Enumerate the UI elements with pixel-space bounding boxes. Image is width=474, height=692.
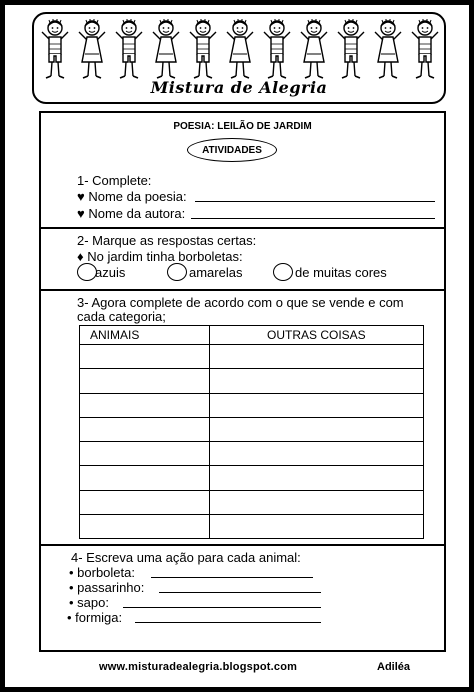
table-row <box>80 490 424 514</box>
child-figure-icon <box>151 18 181 84</box>
q1-item-label: Nome da poesia: <box>88 189 187 204</box>
option-amarelas-label: amarelas <box>189 265 243 280</box>
categories-table <box>79 325 424 539</box>
option-amarelas-bubble[interactable] <box>167 263 187 281</box>
q3-heading-line1: 3- Agora complete de acordo com o que se vende e com <box>77 295 404 310</box>
other-item-answer-cell[interactable] <box>209 369 423 393</box>
table-row <box>80 466 424 490</box>
activities-badge-label: ATIVIDADES <box>202 144 262 156</box>
q4-item-passarinho: • passarinho: <box>69 580 145 595</box>
option-azuis-bubble[interactable] <box>77 263 97 281</box>
animal-answer-cell[interactable] <box>80 417 210 441</box>
activities-badge <box>187 138 277 162</box>
borboleta-answer-line[interactable] <box>151 577 313 578</box>
child-figure-icon <box>40 18 70 84</box>
other-item-answer-cell[interactable] <box>209 490 423 514</box>
animal-answer-cell[interactable] <box>80 490 210 514</box>
formiga-answer-line[interactable] <box>135 622 321 623</box>
section-divider <box>41 544 444 546</box>
table-row <box>80 417 424 441</box>
child-figure-icon <box>188 18 218 84</box>
q1-item-author-name <box>77 206 185 221</box>
q1-heading: 1- Complete: <box>77 173 152 188</box>
heart-bullet-icon: ♥ <box>77 189 85 204</box>
poem-name-answer-line[interactable] <box>195 201 435 202</box>
child-figure-icon <box>373 18 403 84</box>
q4-item-formiga: • formiga: <box>67 610 123 625</box>
activity-box <box>39 111 446 652</box>
child-figure-icon <box>410 18 440 84</box>
other-item-answer-cell[interactable] <box>209 393 423 417</box>
q1-item-label: Nome da autora: <box>88 206 186 221</box>
option-muitas-cores-bubble[interactable] <box>273 263 293 281</box>
other-item-answer-cell[interactable] <box>209 442 423 466</box>
kids-illustration-row <box>40 18 440 84</box>
section-divider <box>41 227 444 229</box>
animal-answer-cell[interactable] <box>80 369 210 393</box>
table-row <box>80 369 424 393</box>
table-row <box>80 514 424 538</box>
child-figure-icon <box>299 18 329 84</box>
q1-item-poem-name <box>77 189 187 204</box>
header-banner <box>32 12 446 104</box>
child-figure-icon <box>114 18 144 84</box>
footer-website: www.misturadealegria.blogspot.com <box>99 661 298 673</box>
child-figure-icon <box>77 18 107 84</box>
table-row <box>80 442 424 466</box>
other-item-answer-cell[interactable] <box>209 417 423 441</box>
footer-author: Adiléa <box>377 661 411 673</box>
child-figure-icon <box>336 18 366 84</box>
brand-logo-text: Mistura de Alegria <box>150 78 328 97</box>
q4-item-borboleta: • borboleta: <box>69 565 135 580</box>
table-header-row <box>80 326 424 345</box>
animal-answer-cell[interactable] <box>80 466 210 490</box>
heart-bullet-icon: ♥ <box>77 206 85 221</box>
table-row <box>80 345 424 369</box>
animal-answer-cell[interactable] <box>80 442 210 466</box>
other-item-answer-cell[interactable] <box>209 466 423 490</box>
author-name-answer-line[interactable] <box>191 218 435 219</box>
q3-heading-line2: cada categoria; <box>77 309 166 324</box>
q2-prompt-text: No jardim tinha borboletas: <box>87 249 243 264</box>
column-header-outras-coisas: OUTRAS COISAS <box>209 326 423 345</box>
option-azuis-label: azuis <box>95 265 126 280</box>
section-divider <box>41 289 444 291</box>
sapo-answer-line[interactable] <box>123 607 321 608</box>
poem-title: POESIA: LEILÃO DE JARDIM <box>173 121 312 132</box>
q2-heading: 2- Marque as respostas certas: <box>77 233 257 248</box>
option-muitas-cores-label: de muitas cores <box>295 265 387 280</box>
animal-answer-cell[interactable] <box>80 393 210 417</box>
animal-answer-cell[interactable] <box>80 345 210 369</box>
child-figure-icon <box>262 18 292 84</box>
table-row <box>80 393 424 417</box>
child-figure-icon <box>225 18 255 84</box>
animal-answer-cell[interactable] <box>80 514 210 538</box>
passarinho-answer-line[interactable] <box>159 592 321 593</box>
q4-item-sapo: • sapo: <box>69 595 109 610</box>
other-item-answer-cell[interactable] <box>209 514 423 538</box>
q2-prompt <box>77 249 243 264</box>
other-item-answer-cell[interactable] <box>209 345 423 369</box>
column-header-animais: ANIMAIS <box>80 326 210 345</box>
diamond-bullet-icon: ♦ <box>77 249 84 264</box>
q4-heading: 4- Escreva uma ação para cada animal: <box>71 550 301 565</box>
